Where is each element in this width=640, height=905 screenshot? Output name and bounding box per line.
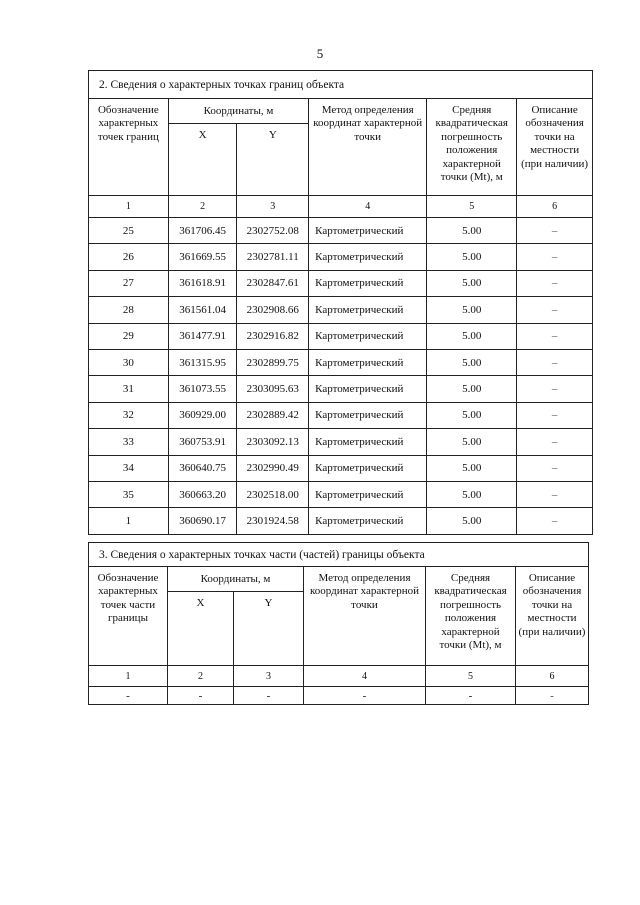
- header-y: Y: [234, 592, 304, 666]
- method-cell: Картометрический: [309, 402, 427, 428]
- table-row: [89, 455, 593, 481]
- y-coordinate-cell: 2302847.61: [237, 270, 309, 296]
- table-row: [89, 687, 589, 705]
- table-row: [89, 429, 593, 455]
- x-coordinate-cell: 361073.55: [168, 376, 237, 402]
- header-coordinates: Координаты, м: [168, 567, 304, 592]
- accuracy-cell: 5.00: [427, 455, 517, 481]
- y-coordinate-cell: 2302781.11: [237, 244, 309, 270]
- point-id-cell: 29: [89, 323, 169, 349]
- accuracy-cell: 5.00: [427, 244, 517, 270]
- point-id-cell: 26: [89, 244, 169, 270]
- description-cell: –: [517, 270, 593, 296]
- method-cell: Картометрический: [309, 218, 427, 244]
- column-number: 3: [234, 666, 304, 687]
- column-number: 1: [89, 666, 168, 687]
- column-number: 2: [168, 666, 234, 687]
- point-id-cell: -: [89, 687, 168, 705]
- page-number: 5: [316, 46, 324, 61]
- method-cell: Картометрический: [309, 481, 427, 507]
- y-coordinate-cell: 2302990.49: [237, 455, 309, 481]
- method-cell: Картометрический: [309, 349, 427, 375]
- table-row: [89, 376, 593, 402]
- x-coordinate-cell: 360753.91: [168, 429, 237, 455]
- point-id-cell: 32: [89, 402, 169, 428]
- method-cell: Картометрический: [309, 323, 427, 349]
- accuracy-cell: 5.00: [427, 376, 517, 402]
- table-row: [89, 402, 593, 428]
- y-coordinate-cell: 2302752.08: [237, 218, 309, 244]
- header-description: Описание обозначения точки на местности (при наличии): [516, 567, 589, 666]
- header-x: X: [168, 592, 234, 666]
- description-cell: –: [517, 349, 593, 375]
- x-coordinate-cell: 360690.17: [168, 508, 237, 534]
- accuracy-cell: 5.00: [427, 297, 517, 323]
- header-accuracy: Средняя квадратическая погрешность положения характерной точки (Mt), м: [427, 99, 517, 196]
- accuracy-cell: 5.00: [427, 349, 517, 375]
- description-cell: –: [517, 376, 593, 402]
- x-coordinate-cell: 361618.91: [168, 270, 237, 296]
- column-number: 4: [304, 666, 426, 687]
- y-coordinate-cell: 2302916.82: [237, 323, 309, 349]
- table-row: [89, 244, 593, 270]
- point-id-cell: 1: [89, 508, 169, 534]
- description-cell: –: [517, 402, 593, 428]
- header-point: Обозначение характерных точек границ: [89, 99, 169, 196]
- method-cell: Картометрический: [309, 244, 427, 270]
- point-id-cell: 30: [89, 349, 169, 375]
- table-row: [89, 270, 593, 296]
- x-coordinate-cell: 361706.45: [168, 218, 237, 244]
- accuracy-cell: 5.00: [427, 508, 517, 534]
- point-id-cell: 34: [89, 455, 169, 481]
- header-method: Метод определения координат характерной точки: [304, 567, 426, 666]
- column-number: 6: [517, 196, 593, 218]
- y-coordinate-cell: 2301924.58: [237, 508, 309, 534]
- method-cell: Картометрический: [309, 508, 427, 534]
- table-row: [89, 349, 593, 375]
- header-coordinates: Координаты, м: [168, 99, 308, 124]
- section-title: 3. Сведения о характерных точках части (частей) границы объекта: [89, 543, 589, 567]
- point-id-cell: 35: [89, 481, 169, 507]
- method-cell: Картометрический: [309, 429, 427, 455]
- part-boundary-points-table: [88, 542, 589, 705]
- accuracy-cell: 5.00: [427, 481, 517, 507]
- column-numbers-row: [89, 666, 589, 687]
- header-method: Метод определения координат характерной точки: [309, 99, 427, 196]
- x-coordinate-cell: 361669.55: [168, 244, 237, 270]
- y-coordinate-cell: 2302889.42: [237, 402, 309, 428]
- description-cell: –: [517, 218, 593, 244]
- method-cell: -: [304, 687, 426, 705]
- column-number: 1: [89, 196, 169, 218]
- description-cell: –: [517, 244, 593, 270]
- method-cell: Картометрический: [309, 270, 427, 296]
- x-coordinate-cell: 360663.20: [168, 481, 237, 507]
- method-cell: Картометрический: [309, 297, 427, 323]
- table-row: [89, 218, 593, 244]
- column-number: 5: [426, 666, 516, 687]
- accuracy-cell: 5.00: [427, 270, 517, 296]
- x-coordinate-cell: 361561.04: [168, 297, 237, 323]
- y-coordinate-cell: 2302908.66: [237, 297, 309, 323]
- y-coordinate-cell: -: [234, 687, 304, 705]
- table-row: [89, 508, 593, 534]
- point-id-cell: 28: [89, 297, 169, 323]
- column-number: 3: [237, 196, 309, 218]
- description-cell: –: [517, 455, 593, 481]
- x-coordinate-cell: 360929.00: [168, 402, 237, 428]
- y-coordinate-cell: 2302899.75: [237, 349, 309, 375]
- section-title: 2. Сведения о характерных точках границ объекта: [89, 71, 593, 99]
- description-cell: -: [516, 687, 589, 705]
- accuracy-cell: -: [426, 687, 516, 705]
- method-cell: Картометрический: [309, 455, 427, 481]
- column-number: 2: [168, 196, 237, 218]
- header-y: Y: [237, 124, 309, 196]
- description-cell: –: [517, 323, 593, 349]
- point-id-cell: 27: [89, 270, 169, 296]
- point-id-cell: 33: [89, 429, 169, 455]
- accuracy-cell: 5.00: [427, 323, 517, 349]
- accuracy-cell: 5.00: [427, 402, 517, 428]
- table-row: [89, 297, 593, 323]
- header-x: X: [168, 124, 237, 196]
- point-id-cell: 25: [89, 218, 169, 244]
- accuracy-cell: 5.00: [427, 218, 517, 244]
- x-coordinate-cell: -: [168, 687, 234, 705]
- column-number: 5: [427, 196, 517, 218]
- boundary-points-table: [88, 70, 593, 535]
- x-coordinate-cell: 361477.91: [168, 323, 237, 349]
- accuracy-cell: 5.00: [427, 429, 517, 455]
- description-cell: –: [517, 429, 593, 455]
- point-id-cell: 31: [89, 376, 169, 402]
- column-number: 6: [516, 666, 589, 687]
- description-cell: –: [517, 297, 593, 323]
- y-coordinate-cell: 2303095.63: [237, 376, 309, 402]
- description-cell: –: [517, 508, 593, 534]
- header-accuracy: Средняя квадратическая погрешность положения характерной точки (Mt), м: [426, 567, 516, 666]
- column-numbers-row: [89, 196, 593, 218]
- x-coordinate-cell: 361315.95: [168, 349, 237, 375]
- table-row: [89, 481, 593, 507]
- column-number: 4: [309, 196, 427, 218]
- description-cell: –: [517, 481, 593, 507]
- header-point: Обозначение характерных точек части границы: [89, 567, 168, 666]
- y-coordinate-cell: 2303092.13: [237, 429, 309, 455]
- table-row: [89, 323, 593, 349]
- header-description: Описание обозначения точки на местности (при наличии): [517, 99, 593, 196]
- x-coordinate-cell: 360640.75: [168, 455, 237, 481]
- y-coordinate-cell: 2302518.00: [237, 481, 309, 507]
- method-cell: Картометрический: [309, 376, 427, 402]
